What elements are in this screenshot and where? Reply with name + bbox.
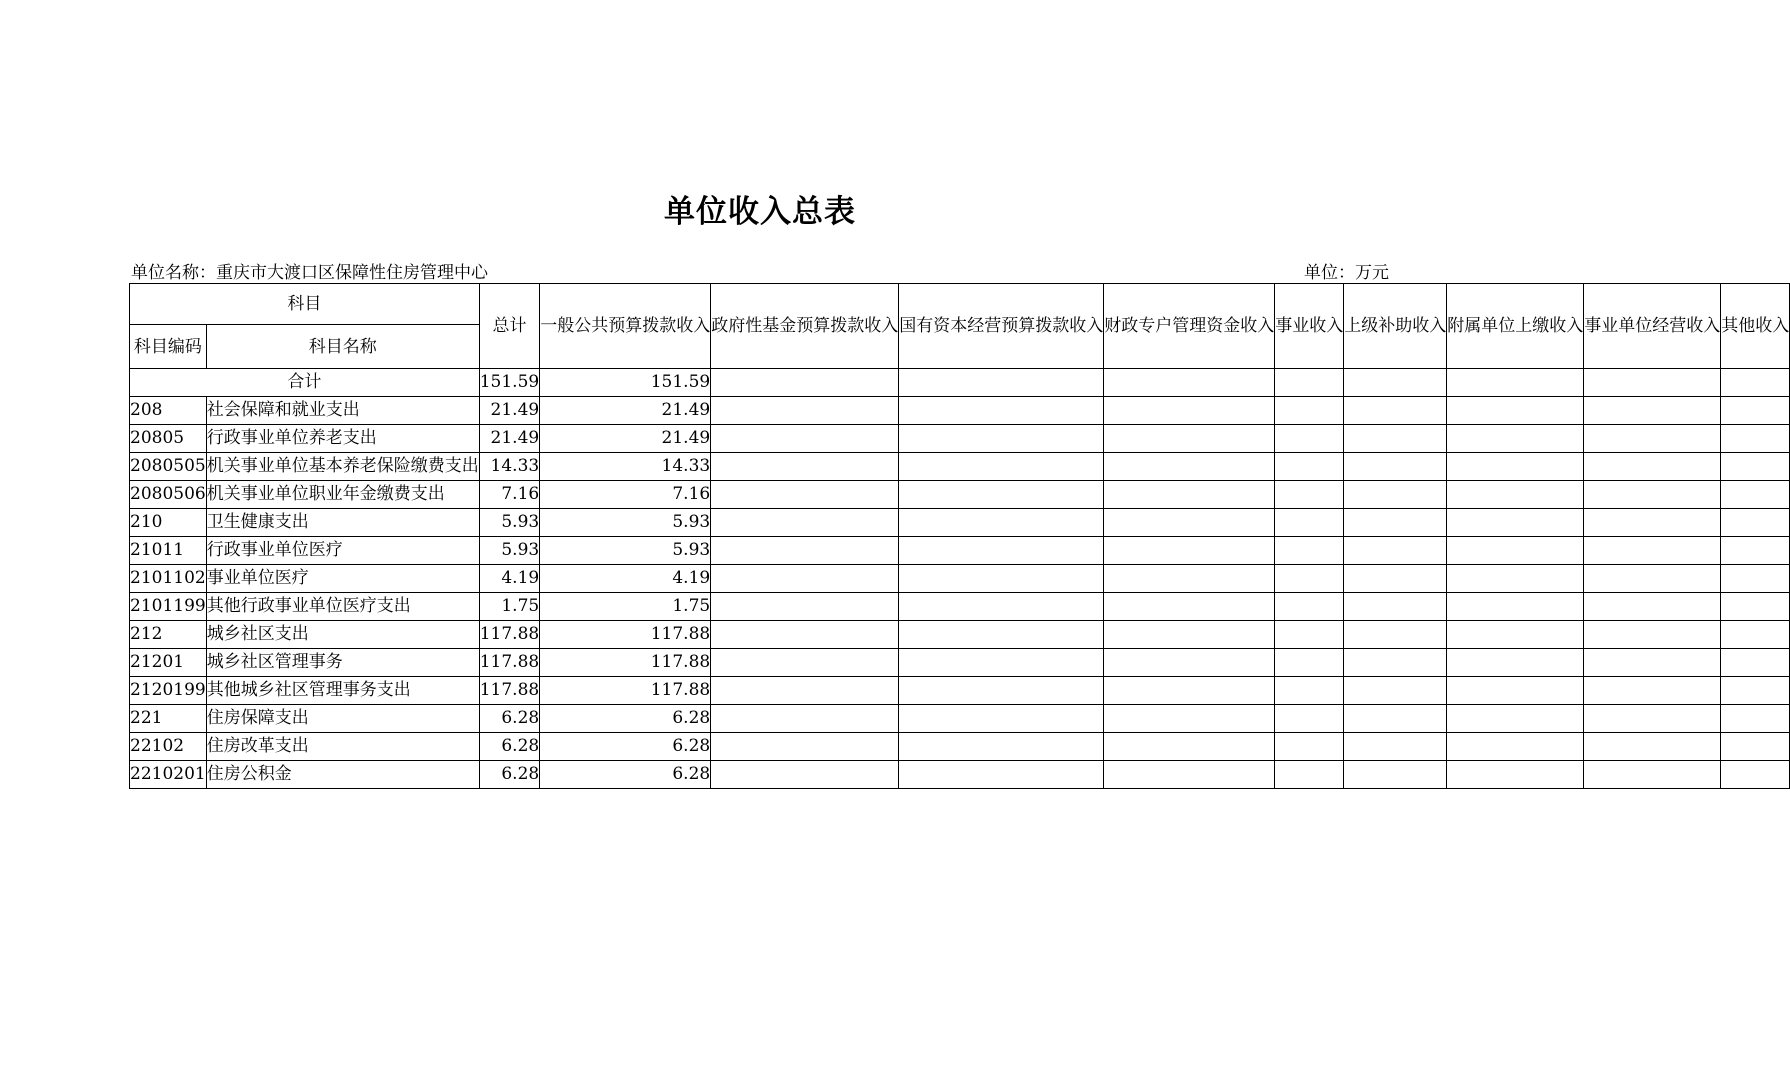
subject-code-cell: 208	[130, 397, 207, 425]
general-budget-cell: 117.88	[540, 649, 711, 677]
empty-cell	[1721, 593, 1790, 621]
total-cell: 21.49	[479, 425, 539, 453]
subject-code-cell: 21201	[130, 649, 207, 677]
table-row	[130, 509, 1790, 537]
empty-cell	[899, 369, 1104, 397]
empty-cell	[1447, 481, 1584, 509]
empty-cell	[1275, 453, 1344, 481]
empty-cell	[1104, 537, 1275, 565]
general-budget-cell: 14.33	[540, 453, 711, 481]
total-cell: 14.33	[479, 453, 539, 481]
empty-cell	[899, 677, 1104, 705]
empty-cell	[1721, 481, 1790, 509]
empty-cell	[1275, 369, 1344, 397]
total-cell: 5.93	[479, 537, 539, 565]
unit-name: 单位名称：重庆市大渡口区保障性住房管理中心	[131, 263, 488, 283]
empty-cell	[1104, 397, 1275, 425]
subject-code-cell: 212	[130, 621, 207, 649]
empty-cell	[1721, 621, 1790, 649]
subject-name-cell: 城乡社区支出	[206, 621, 479, 649]
currency-unit-label: 单位：万元	[1304, 263, 1389, 283]
header-subject-code: 科目编码	[130, 325, 207, 369]
general-budget-cell: 1.75	[540, 593, 711, 621]
total-cell: 6.28	[479, 733, 539, 761]
general-budget-cell: 21.49	[540, 397, 711, 425]
subject-name-cell: 机关事业单位基本养老保险缴费支出	[206, 453, 479, 481]
empty-cell	[1584, 509, 1721, 537]
subject-name-cell: 住房改革支出	[206, 733, 479, 761]
empty-cell	[1584, 425, 1721, 453]
sum-row	[130, 369, 1790, 397]
empty-cell	[1275, 677, 1344, 705]
empty-cell	[711, 453, 899, 481]
empty-cell	[1275, 593, 1344, 621]
general-budget-cell: 6.28	[540, 705, 711, 733]
empty-cell	[711, 397, 899, 425]
total-cell: 21.49	[479, 397, 539, 425]
subject-code-cell: 22102	[130, 733, 207, 761]
empty-cell	[1721, 537, 1790, 565]
empty-cell	[1721, 397, 1790, 425]
table-row	[130, 761, 1790, 789]
subject-name-cell: 城乡社区管理事务	[206, 649, 479, 677]
empty-cell	[1584, 481, 1721, 509]
empty-cell	[711, 369, 899, 397]
general-budget-cell: 5.93	[540, 537, 711, 565]
empty-cell	[1104, 453, 1275, 481]
empty-cell	[1447, 733, 1584, 761]
general-budget-cell: 117.88	[540, 677, 711, 705]
empty-cell	[1721, 705, 1790, 733]
empty-cell	[1447, 397, 1584, 425]
empty-cell	[1344, 733, 1447, 761]
header-business-operation: 事业单位经营收入	[1584, 284, 1721, 369]
empty-cell	[1344, 677, 1447, 705]
general-budget-cell: 117.88	[540, 621, 711, 649]
empty-cell	[1344, 425, 1447, 453]
empty-cell	[1584, 677, 1721, 705]
table-row	[130, 565, 1790, 593]
empty-cell	[711, 565, 899, 593]
header-superior-subsidy: 上级补助收入	[1344, 284, 1447, 369]
empty-cell	[1344, 565, 1447, 593]
empty-cell	[1447, 649, 1584, 677]
empty-cell	[899, 397, 1104, 425]
empty-cell	[1344, 705, 1447, 733]
subject-code-cell: 2210201	[130, 761, 207, 789]
empty-cell	[1584, 565, 1721, 593]
empty-cell	[1447, 593, 1584, 621]
empty-cell	[711, 537, 899, 565]
table-row	[130, 705, 1790, 733]
empty-cell	[899, 509, 1104, 537]
subject-name-cell: 住房公积金	[206, 761, 479, 789]
empty-cell	[1447, 537, 1584, 565]
empty-cell	[899, 537, 1104, 565]
empty-cell	[711, 621, 899, 649]
empty-cell	[1344, 621, 1447, 649]
total-cell: 5.93	[479, 509, 539, 537]
header-affiliated-income: 附属单位上缴收入	[1447, 284, 1584, 369]
empty-cell	[899, 481, 1104, 509]
empty-cell	[1584, 621, 1721, 649]
empty-cell	[1275, 621, 1344, 649]
empty-cell	[899, 425, 1104, 453]
total-cell: 7.16	[479, 481, 539, 509]
header-business-income: 事业收入	[1275, 284, 1344, 369]
subject-name-cell: 行政事业单位医疗	[206, 537, 479, 565]
empty-cell	[1721, 425, 1790, 453]
empty-cell	[1104, 705, 1275, 733]
empty-cell	[711, 649, 899, 677]
empty-cell	[1584, 649, 1721, 677]
header-state-capital: 国有资本经营预算拨款收入	[899, 284, 1104, 369]
table-row	[130, 733, 1790, 761]
empty-cell	[1584, 733, 1721, 761]
empty-cell	[899, 453, 1104, 481]
empty-cell	[1447, 453, 1584, 481]
table-row	[130, 481, 1790, 509]
empty-cell	[899, 649, 1104, 677]
empty-cell	[1344, 509, 1447, 537]
empty-cell	[1275, 509, 1344, 537]
empty-cell	[1104, 677, 1275, 705]
header-other-income: 其他收入	[1721, 284, 1790, 369]
empty-cell	[1721, 733, 1790, 761]
sum-total: 151.59	[479, 369, 539, 397]
report-title: 单位收入总表	[664, 194, 856, 230]
empty-cell	[1721, 677, 1790, 705]
subject-code-cell: 21011	[130, 537, 207, 565]
empty-cell	[1104, 761, 1275, 789]
empty-cell	[1721, 369, 1790, 397]
header-general-budget: 一般公共预算拨款收入	[540, 284, 711, 369]
empty-cell	[1721, 453, 1790, 481]
table-row	[130, 397, 1790, 425]
table-row	[130, 425, 1790, 453]
subject-name-cell: 事业单位医疗	[206, 565, 479, 593]
general-budget-cell: 5.93	[540, 509, 711, 537]
empty-cell	[1344, 481, 1447, 509]
empty-cell	[1721, 761, 1790, 789]
empty-cell	[1721, 565, 1790, 593]
empty-cell	[1447, 677, 1584, 705]
subject-code-cell: 2080506	[130, 481, 207, 509]
table-row	[130, 593, 1790, 621]
table-row	[130, 453, 1790, 481]
header-gov-fund: 政府性基金预算拨款收入	[711, 284, 899, 369]
empty-cell	[711, 733, 899, 761]
total-cell: 117.88	[479, 677, 539, 705]
empty-cell	[711, 425, 899, 453]
empty-cell	[1447, 705, 1584, 733]
general-budget-cell: 4.19	[540, 565, 711, 593]
empty-cell	[1275, 425, 1344, 453]
empty-cell	[1344, 397, 1447, 425]
empty-cell	[1584, 397, 1721, 425]
total-cell: 6.28	[479, 761, 539, 789]
empty-cell	[1447, 369, 1584, 397]
sum-general-budget: 151.59	[540, 369, 711, 397]
table-row	[130, 677, 1790, 705]
income-summary-table	[129, 283, 1790, 789]
empty-cell	[899, 733, 1104, 761]
empty-cell	[1721, 649, 1790, 677]
header-subject-name: 科目名称	[206, 325, 479, 369]
empty-cell	[1447, 425, 1584, 453]
sum-label: 合计	[130, 369, 480, 397]
empty-cell	[711, 761, 899, 789]
subject-name-cell: 机关事业单位职业年金缴费支出	[206, 481, 479, 509]
empty-cell	[711, 705, 899, 733]
empty-cell	[1584, 761, 1721, 789]
empty-cell	[899, 565, 1104, 593]
empty-cell	[1275, 761, 1344, 789]
empty-cell	[1104, 565, 1275, 593]
empty-cell	[899, 761, 1104, 789]
table-row	[130, 649, 1790, 677]
empty-cell	[1275, 565, 1344, 593]
empty-cell	[1344, 593, 1447, 621]
subject-name-cell: 行政事业单位养老支出	[206, 425, 479, 453]
subject-name-cell: 卫生健康支出	[206, 509, 479, 537]
subject-code-cell: 210	[130, 509, 207, 537]
subject-code-cell: 2120199	[130, 677, 207, 705]
subject-code-cell: 2080505	[130, 453, 207, 481]
empty-cell	[899, 593, 1104, 621]
subject-code-cell: 2101199	[130, 593, 207, 621]
empty-cell	[1584, 369, 1721, 397]
subject-name-cell: 社会保障和就业支出	[206, 397, 479, 425]
general-budget-cell: 6.28	[540, 733, 711, 761]
empty-cell	[1584, 593, 1721, 621]
empty-cell	[1447, 761, 1584, 789]
empty-cell	[711, 509, 899, 537]
empty-cell	[1275, 397, 1344, 425]
total-cell: 4.19	[479, 565, 539, 593]
empty-cell	[1584, 537, 1721, 565]
empty-cell	[711, 677, 899, 705]
total-cell: 117.88	[479, 649, 539, 677]
empty-cell	[1584, 705, 1721, 733]
subject-name-cell: 其他城乡社区管理事务支出	[206, 677, 479, 705]
empty-cell	[1104, 369, 1275, 397]
empty-cell	[1344, 649, 1447, 677]
empty-cell	[1275, 537, 1344, 565]
total-cell: 1.75	[479, 593, 539, 621]
empty-cell	[711, 593, 899, 621]
subject-name-cell: 住房保障支出	[206, 705, 479, 733]
empty-cell	[1104, 593, 1275, 621]
empty-cell	[1447, 509, 1584, 537]
empty-cell	[899, 621, 1104, 649]
empty-cell	[1104, 481, 1275, 509]
empty-cell	[1104, 733, 1275, 761]
general-budget-cell: 7.16	[540, 481, 711, 509]
empty-cell	[1721, 509, 1790, 537]
empty-cell	[1275, 733, 1344, 761]
empty-cell	[1584, 453, 1721, 481]
subject-code-cell: 20805	[130, 425, 207, 453]
empty-cell	[899, 705, 1104, 733]
empty-cell	[1344, 369, 1447, 397]
empty-cell	[1344, 453, 1447, 481]
empty-cell	[1447, 621, 1584, 649]
general-budget-cell: 6.28	[540, 761, 711, 789]
header-subject: 科目	[130, 284, 480, 325]
subject-name-cell: 其他行政事业单位医疗支出	[206, 593, 479, 621]
empty-cell	[1104, 621, 1275, 649]
header-fiscal-special: 财政专户管理资金收入	[1104, 284, 1275, 369]
header-total: 总计	[479, 284, 539, 369]
empty-cell	[1275, 649, 1344, 677]
empty-cell	[1104, 509, 1275, 537]
empty-cell	[1275, 705, 1344, 733]
empty-cell	[1104, 425, 1275, 453]
empty-cell	[1275, 481, 1344, 509]
empty-cell	[1344, 537, 1447, 565]
empty-cell	[711, 481, 899, 509]
total-cell: 6.28	[479, 705, 539, 733]
empty-cell	[1447, 565, 1584, 593]
table-row	[130, 537, 1790, 565]
total-cell: 117.88	[479, 621, 539, 649]
general-budget-cell: 21.49	[540, 425, 711, 453]
subject-code-cell: 221	[130, 705, 207, 733]
empty-cell	[1344, 761, 1447, 789]
subject-code-cell: 2101102	[130, 565, 207, 593]
table-row	[130, 621, 1790, 649]
empty-cell	[1104, 649, 1275, 677]
